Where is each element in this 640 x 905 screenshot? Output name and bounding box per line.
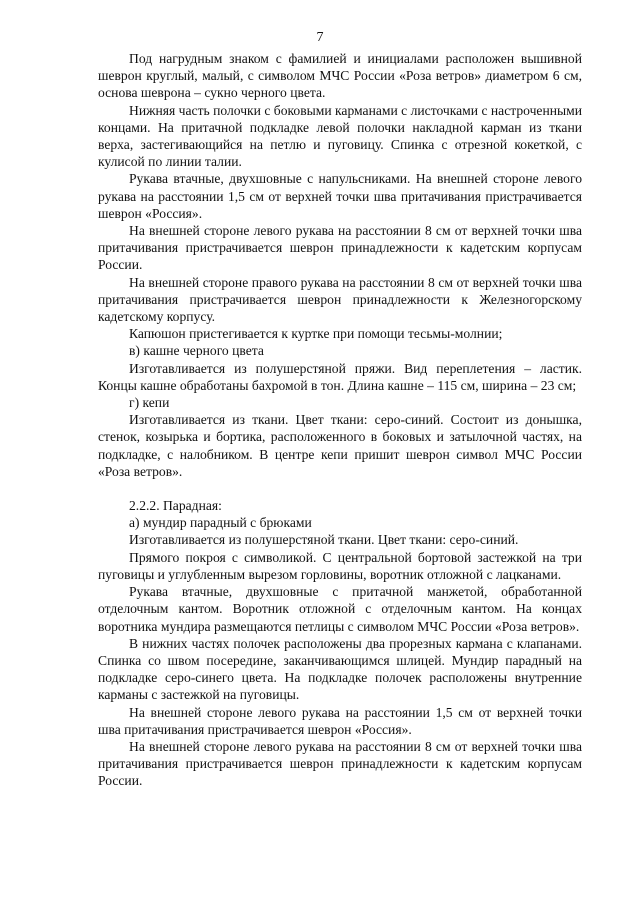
paragraph-scarf-desc: Изготавливается из полушерстяной пряжи. Вид переплетения – ластик. Концы кашне обработаны бахромой в тон. Длина кашне – 115 см, ширина – 23 см; xyxy=(98,360,582,393)
paragraph-item-scarf: в) кашне черного цвета xyxy=(129,343,264,359)
paragraph-hood: Капюшон пристегивается к куртке при помощи тесьмы-молнии; xyxy=(129,326,503,342)
section-spacer xyxy=(98,480,582,497)
paragraph-uniform-cadet-patch: На внешней стороне левого рукава на расстоянии 8 см от верхней точки шва притачивания пристрачивается шеврон принадлежности к кадетским корпусам России. xyxy=(98,738,582,789)
paragraph-uniform-fabric: Изготавливается из полушерстяной ткани. Цвет ткани: серо-синий. xyxy=(129,532,519,548)
paragraph-item-cap: г) кепи xyxy=(129,395,170,411)
paragraph-sleeves: Рукава втачные, двухшовные с напульсниками. На внешней стороне левого рукава на расстоянии 1,5 см от верхней точки шва притачивания пристрачивается шеврон «Россия». xyxy=(98,171,582,221)
page-number: 7 xyxy=(316,30,324,45)
section-heading-parade: 2.2.2. Парадная: xyxy=(129,498,222,514)
paragraph-item-uniform: а) мундир парадный с брюками xyxy=(129,515,312,531)
paragraph-uniform-pockets: В нижних частях полочек расположены два прорезных кармана с клапанами. Спинка со швом посередине, заканчивающимся шлицей. Мундир парадный на подкладке серо-синего цвета. На подкладке полочек расположены внутренние карманы с застежкой на пуговицы. xyxy=(98,635,582,703)
paragraph-uniform-cut: Прямого покроя с символикой. С центральной бортовой застежкой на три пуговицы и углубленным вырезом горловины, воротник отложной с лацканами. xyxy=(98,549,582,582)
paragraph-patch-round: Под нагрудным знаком с фамилией и инициалами расположен вышивной шеврон круглый, малый, с символом МЧС России «Роза ветров» диаметром 6 см, основа шеврона – сукно черного цвета. xyxy=(98,51,582,101)
paragraph-left-sleeve-cadet: На внешней стороне левого рукава на расстоянии 8 см от верхней точки шва притачивания пристрачивается шеврон принадлежности к кадетским корпусам России. xyxy=(98,223,582,273)
paragraph-cap-desc: Изготавливается из ткани. Цвет ткани: серо-синий. Состоит из донышка, стенок, козырька и бортика, расположенного в боковых и затылочной частях, на подкладке, с налобником. В центре кепи пришит шеврон символ МЧС России «Роза ветров». xyxy=(98,412,582,479)
paragraph-uniform-russia-patch: На внешней стороне левого рукава на расстоянии 1,5 см от верхней точки шва притачивания пристрачивается шеврон «Россия». xyxy=(98,704,582,737)
paragraph-uniform-sleeves: Рукава втачные, двухшовные с притачной манжетой, обработанной отделочным кантом. Воротник отложной с отделочным кантом. На концах воротника мундира размещаются петлицы с символом МЧС России «Роза ветров». xyxy=(98,584,582,634)
paragraph-right-sleeve-corps: На внешней стороне правого рукава на расстоянии 8 см от верхней точки шва притачивания пристрачивается шеврон принадлежности к Железногорскому кадетскому корпусу. xyxy=(98,274,582,325)
document-body xyxy=(98,50,582,790)
paragraph-lower-front: Нижняя часть полочки с боковыми карманами с листочками с настроченными концами. На притачной подкладке левой полочки накладной карман из ткани верха, застегивающийся на петлю и пуговицу. Спинка с отрезной кокеткой, с кулисой по линии талии. xyxy=(98,102,582,170)
